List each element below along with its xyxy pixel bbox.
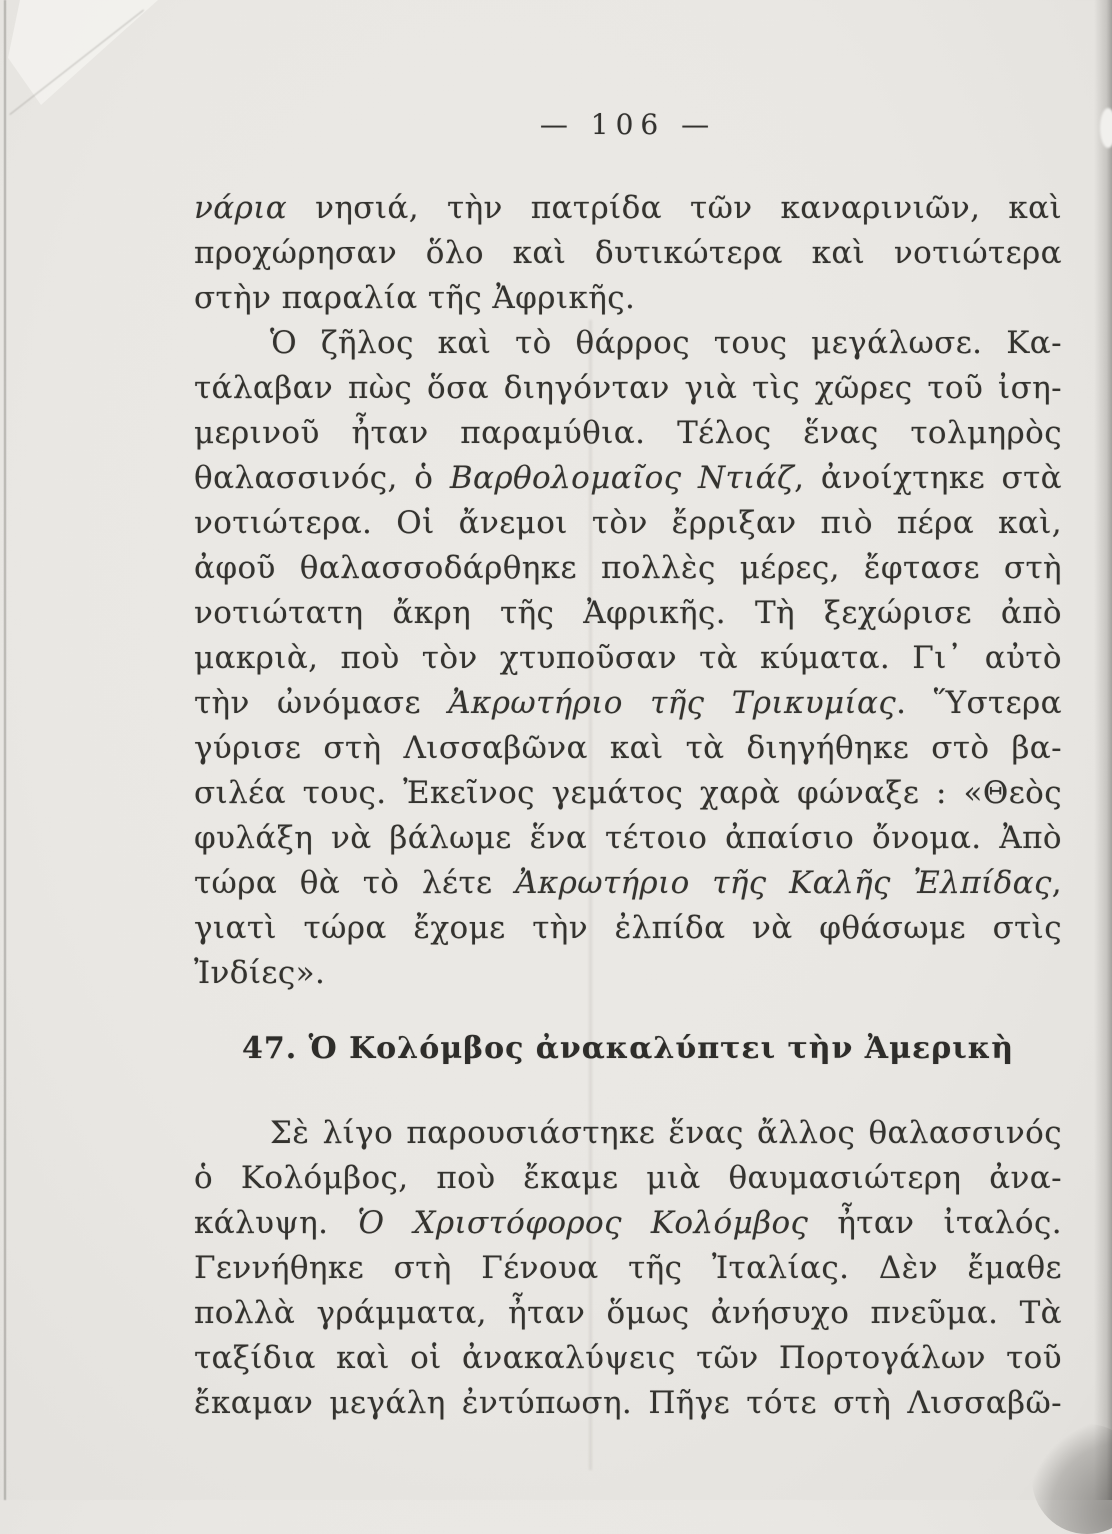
- text-segment: , ἀνοίχτηκε στὰ: [794, 460, 1062, 496]
- body-text: [194, 186, 1062, 1426]
- section-heading: 47. Ὁ Κολόμβος ἀνακαλύπτει τὴν Ἀμερικὴ: [241, 1031, 1015, 1066]
- text-segment: τάλαβαν πὼς ὅσα διηγόνταν γιὰ τὶς χῶρες τοῦ ἰση-: [194, 370, 1062, 406]
- text-line: [194, 771, 1062, 816]
- text-line: [194, 546, 1062, 591]
- text-segment: ἔκαμαν μεγάλη ἐντύπωση. Πῆγε τότε στὴ Λισσαβῶ-: [194, 1385, 1062, 1421]
- text-line: [194, 816, 1062, 861]
- text-line: [194, 591, 1062, 636]
- text-segment: τὴν ὠνόμασε: [194, 685, 449, 721]
- text-segment: Ἰνδίες».: [194, 955, 326, 991]
- text-segment: στὴν παραλία τῆς Ἀφρικῆς.: [194, 280, 636, 316]
- right-edge-notch: [1100, 108, 1112, 148]
- text-segment: σιλέα τους. Ἐκεῖνος γεμάτος χαρὰ φώναξε : «Θεὸς: [194, 775, 1062, 811]
- text-segment: Ὁ ζῆλος καὶ τὸ θάρρος τους μεγάλωσε. Κα-: [270, 325, 1062, 361]
- text-segment: θαλασσινός, ὁ: [194, 460, 450, 496]
- text-line: [194, 1291, 1062, 1336]
- text-segment: πολλὰ γράμματα, ἦταν ὅμως ἀνήσυχο πνεῦμα. Τὰ: [194, 1295, 1062, 1331]
- right-edge-shadow: [1094, 0, 1112, 1500]
- text-line: [194, 366, 1062, 411]
- text-line: [194, 1156, 1062, 1201]
- text-segment: νοτιώτερα. Οἱ ἄνεμοι τὸν ἔρριξαν πιὸ πέρα καὶ,: [194, 505, 1062, 541]
- text-segment: τώρα θὰ τὸ λέτε: [194, 865, 516, 901]
- italic-text-segment: Ἀκρωτήριο τῆς Καλῆς Ἐλπίδας: [515, 865, 1052, 901]
- text-line: [194, 726, 1062, 771]
- italic-text-segment: νάρια: [194, 190, 288, 226]
- text-line: [194, 951, 1062, 996]
- text-segment: ,: [1051, 865, 1063, 901]
- text-line: [194, 321, 1062, 366]
- text-segment: Γεννήθηκε στὴ Γένουα τῆς Ἰταλίας. Δὲν ἔμαθε: [194, 1250, 1062, 1286]
- bottom-right-corner-shadow: [1032, 1424, 1112, 1534]
- page-number: — 106 —: [539, 108, 717, 141]
- italic-text-segment: Ἀκρωτήριο τῆς Τρικυμίας: [448, 685, 897, 721]
- text-line: [194, 1336, 1062, 1381]
- text-segment: ἀφοῦ θαλασσοδάρθηκε πολλὲς μέρες, ἔφτασε στὴ: [194, 550, 1062, 586]
- text-segment: μακριὰ, ποὺ τὸν χτυποῦσαν τὰ κύματα. Γι᾽ αὐτὸ: [194, 640, 1062, 676]
- text-segment: προχώρησαν ὅλο καὶ δυτικώτερα καὶ νοτιώτερα: [194, 235, 1062, 271]
- italic-text-segment: Βαρθολομαῖος Ντιάζ: [449, 460, 795, 496]
- paragraph: [194, 1111, 1062, 1426]
- paragraph: [194, 321, 1062, 996]
- text-segment: μερινοῦ ἦταν παραμύθια. Τέλος ἕνας τολμηρὸς: [194, 415, 1062, 451]
- left-scan-edge-line: [4, 0, 6, 1500]
- text-line: [194, 1111, 1062, 1156]
- text-line: [194, 411, 1062, 456]
- text-line: [194, 186, 1062, 231]
- text-segment: νησιά, τὴν πατρίδα τῶν καναρινιῶν, καὶ: [287, 190, 1062, 226]
- text-segment: ὁ Κολόμβος, ποὺ ἔκαμε μιὰ θαυμασιώτερη ἀνα-: [194, 1160, 1062, 1196]
- text-segment: κάλυψη.: [194, 1205, 358, 1241]
- text-line: [194, 276, 1062, 321]
- text-line: [194, 1246, 1062, 1291]
- italic-text-segment: Ὁ Χριστόφορος Κολόμβος: [357, 1205, 809, 1241]
- text-line: [194, 501, 1062, 546]
- text-segment: φυλάξη νὰ βάλωμε ἕνα τέτοιο ἀπαίσιο ὄνομα. Ἀπὸ: [194, 820, 1062, 856]
- paragraph: [194, 186, 1062, 321]
- text-segment: γιατὶ τώρα ἔχομε τὴν ἐλπίδα νὰ φθάσωμε στὶς: [194, 910, 1062, 946]
- top-left-fold-line: [0, 0, 144, 115]
- text-line: [194, 681, 1062, 726]
- text-line: [194, 456, 1062, 501]
- text-segment: γύρισε στὴ Λισσαβῶνα καὶ τὰ διηγήθηκε στὸ βα-: [194, 730, 1062, 766]
- text-line: [194, 1201, 1062, 1246]
- text-line: [194, 636, 1062, 681]
- text-segment: ταξίδια καὶ οἱ ἀνακαλύψεις τῶν Πορτογάλων τοῦ: [194, 1340, 1062, 1376]
- text-segment: ἦταν ἰταλός.: [808, 1205, 1063, 1241]
- text-line: [194, 1381, 1062, 1426]
- text-line: [194, 231, 1062, 276]
- text-segment: Σὲ λίγο παρουσιάστηκε ἕνας ἄλλος θαλασσινός: [270, 1115, 1062, 1151]
- text-segment: νοτιώτατη ἄκρη τῆς Ἀφρικῆς. Τὴ ξεχώρισε ἀπὸ: [194, 595, 1062, 631]
- text-line: [194, 906, 1062, 951]
- text-segment: . Ὕστερα: [896, 685, 1062, 721]
- text-line: [194, 861, 1062, 906]
